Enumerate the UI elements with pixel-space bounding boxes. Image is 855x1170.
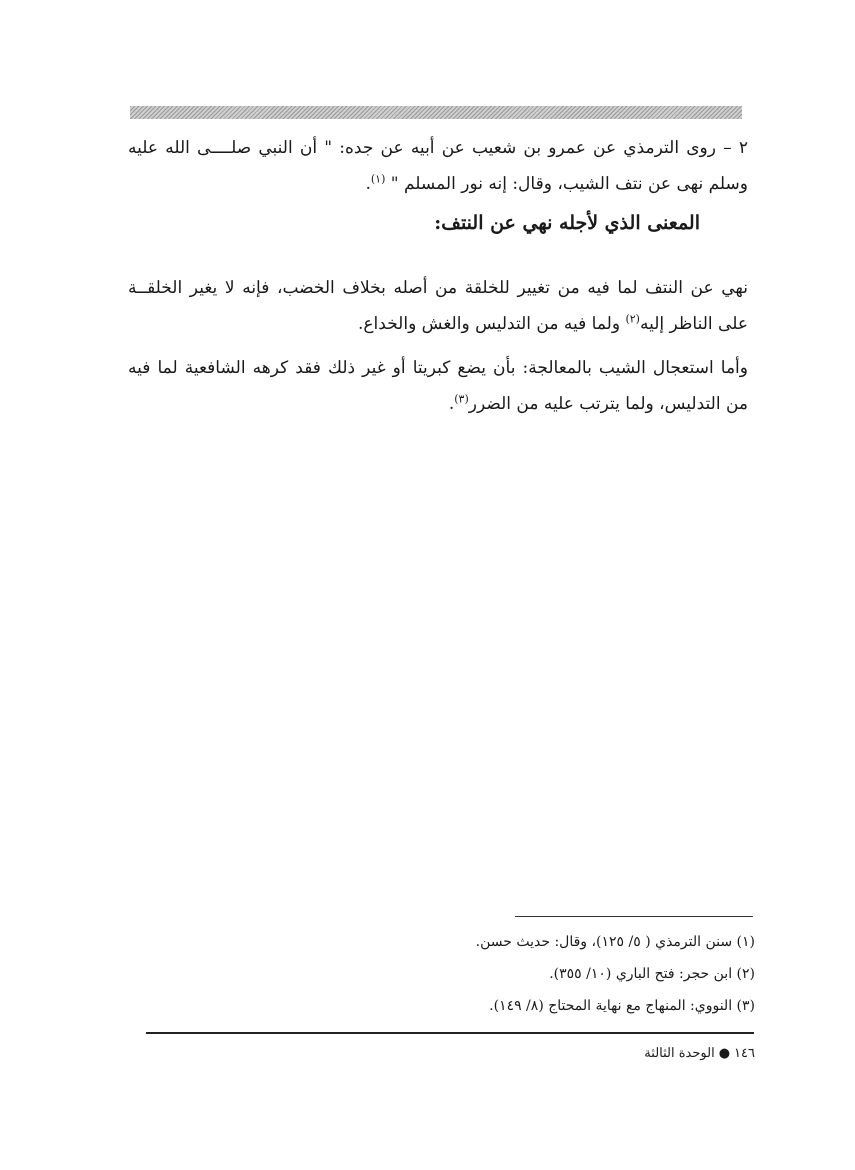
paragraph-hadith-end: . bbox=[365, 174, 371, 194]
footnote-2: (٢) ابن حجر: فتح الباري (١٠/ ٣٥٥). bbox=[549, 966, 755, 982]
paragraph-hastening-text: وأما استعجال الشيب بالمعالجة: بأن يضع كبريتا أو غير ذلك فقد كرهه الشافعية لما فيه من التدليس، ولما يترتب عليه من الضرر bbox=[128, 358, 748, 414]
bullet-icon: ● bbox=[718, 1046, 731, 1061]
paragraph-hadith bbox=[128, 130, 748, 202]
footnote-3: (٣) النووي: المنهاج مع نهاية المحتاج (٨/ ١٤٩). bbox=[489, 998, 755, 1014]
paragraph-hastening bbox=[128, 350, 748, 422]
paragraph-hastening-end: . bbox=[448, 394, 455, 414]
paragraph-reason bbox=[128, 270, 748, 342]
section-heading: المعنى الذي لأجله نهي عن النتف: bbox=[434, 212, 700, 234]
paragraph-hadith-text: ٢ – روى الترمذي عن عمرو بن شعيب عن أبيه عن جده: " أن النبي صلــــى الله عليه وسلم نهى عن نتف الشيب، وقال: إنه نور المسلم " bbox=[128, 138, 748, 194]
header-band bbox=[130, 106, 742, 119]
paragraph-reason-text-b: ولما فيه من التدليس والغش والخداع. bbox=[358, 314, 626, 334]
page-footer bbox=[644, 1046, 755, 1061]
footnote-separator bbox=[515, 916, 753, 917]
page-number: ١٤٦ bbox=[734, 1046, 755, 1061]
paragraph-reason-text-a: نهي عن النتف لما فيه من تغيير للخلقة من أصله بخلاف الخضب، فإنه لا يغير الخلقــة على الناظر إليه bbox=[128, 278, 748, 334]
footnote-ref-3[interactable]: (٣) bbox=[454, 392, 469, 406]
footnote-1: (١) سنن الترمذي ( ٥/ ١٢٥)، وقال: حديث حسن. bbox=[475, 934, 755, 950]
unit-title: الوحدة الثالثة bbox=[644, 1046, 715, 1061]
footnote-ref-1[interactable]: (١) bbox=[370, 172, 386, 186]
footer-rule bbox=[146, 1032, 754, 1034]
footnote-ref-2[interactable]: (٢) bbox=[625, 312, 640, 326]
